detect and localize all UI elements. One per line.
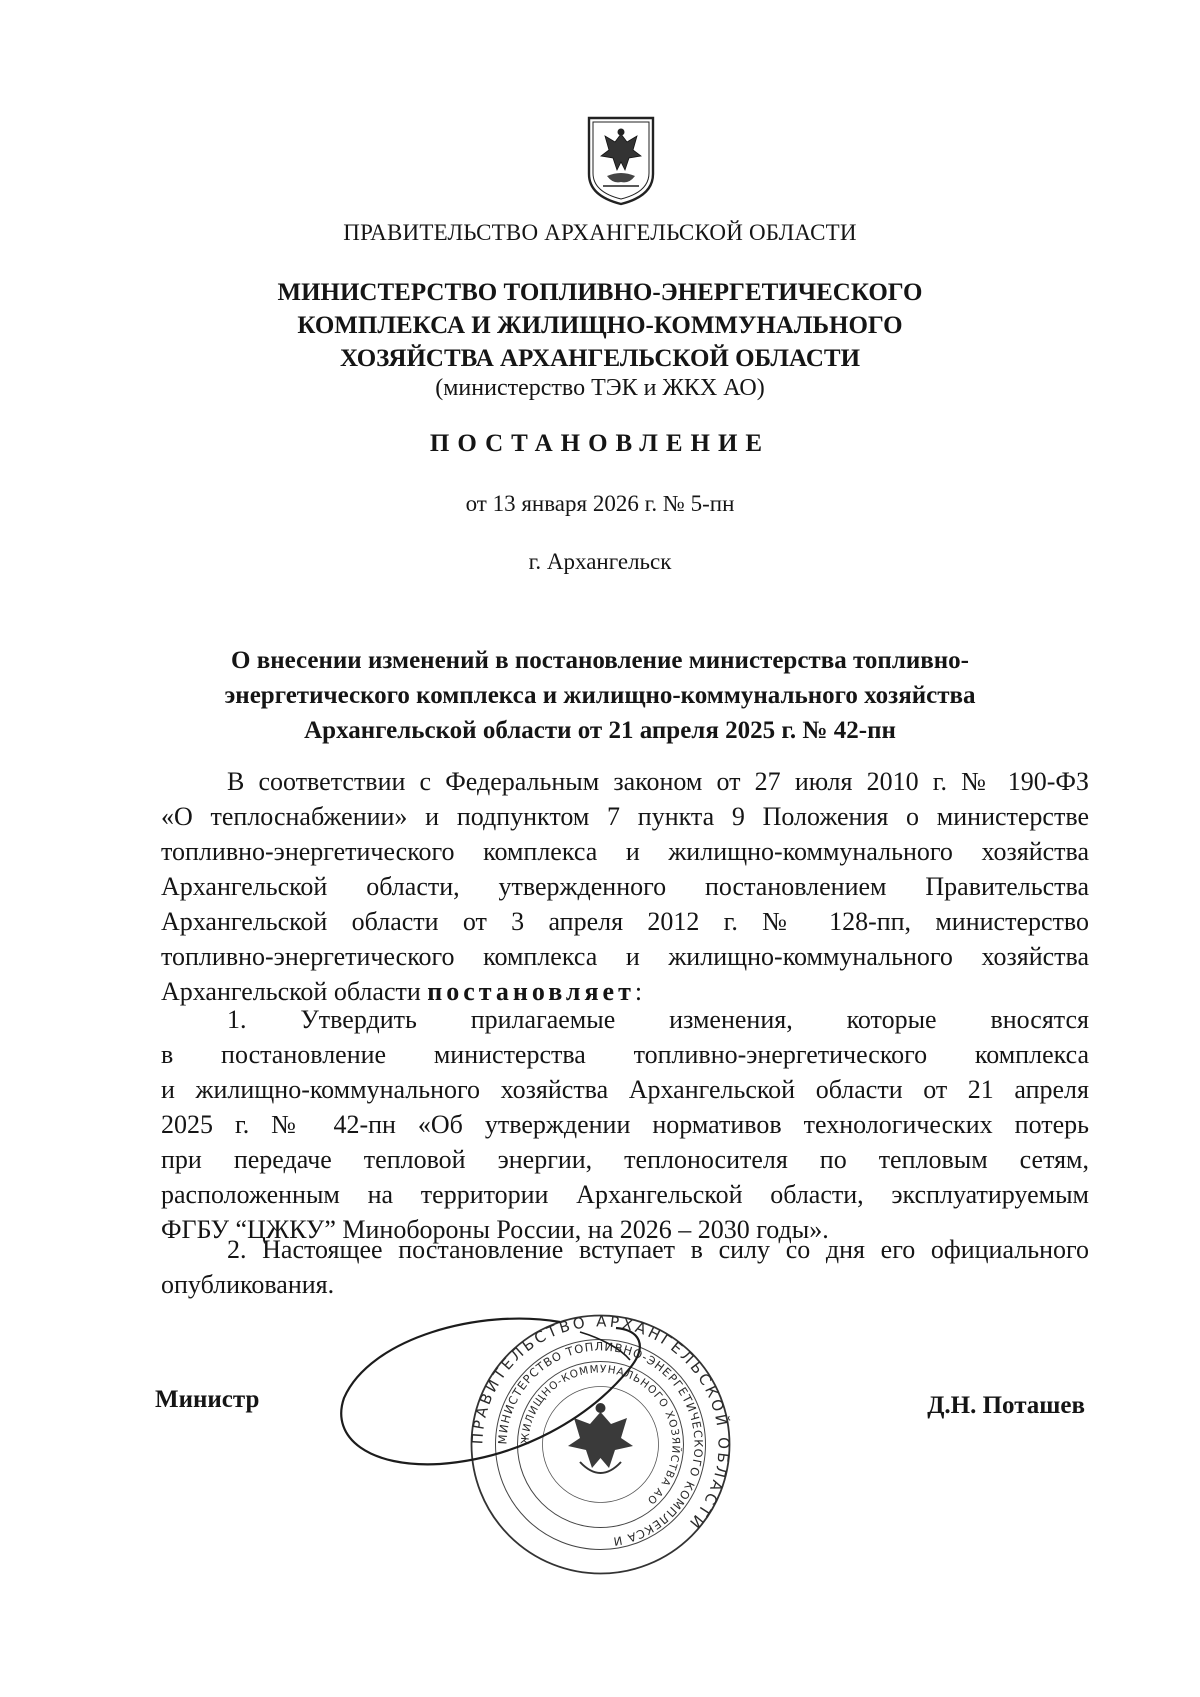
ministry-name (0, 276, 1200, 375)
preamble-paragraph (161, 764, 1089, 1009)
text-line: В соответствии с Федеральным законом от 27 июля 2010 г. № 190-ФЗ (227, 767, 1089, 796)
seal-outer-text: ПРАВИТЕЛЬСТВО АРХАНГЕЛЬСКОЙ ОБЛАСТИ (468, 1312, 733, 1534)
text-line: топливно-энергетического комплекса и жилищно-коммунального хозяйства (161, 942, 1089, 971)
text-line: «О теплоснабжении» и подпунктом 7 пункта 9 Положения о министерстве (161, 802, 1089, 831)
government-name: ПРАВИТЕЛЬСТВО АРХАНГЕЛЬСКОЙ ОБЛАСТИ (343, 220, 857, 245)
document-title (0, 643, 1200, 748)
text-fragment: : (634, 977, 643, 1006)
item-2-paragraph (161, 1232, 1089, 1302)
item-1-paragraph (161, 1002, 1089, 1247)
coat-of-arms-icon (585, 112, 657, 206)
document-date-number: от 13 января 2026 г. № 5-пн (465, 491, 735, 516)
text-line: расположенным на территории Архангельской области, эксплуатируемым (161, 1180, 1089, 1209)
seal-middle-text: МИНИСТЕРСТВО ТОПЛИВНО-ЭНЕРГЕТИЧЕСКОГО КОМПЛЕКСА И (495, 1339, 706, 1549)
text-line: в постановление министерства топливно-энергетического комплекса (161, 1040, 1089, 1069)
ministry-abbreviation: (министерство ТЭК и ЖКХ АО) (435, 375, 765, 401)
decree-keyword: постановляет (427, 977, 635, 1006)
title-line: О внесении изменений в постановление министерства топливно- (231, 647, 969, 674)
text-line: 2025 г. № 42-пн «Об утверждении нормативов технологических потерь (161, 1110, 1089, 1139)
text-line: топливно-энергетического комплекса и жилищно-коммунального хозяйства (161, 837, 1089, 866)
seal-inner-text: ЖИЛИЩНО-КОММУНАЛЬНОГО ХОЗЯЙСТВА АО (519, 1363, 682, 1507)
title-line: энергетического комплекса и жилищно-коммунального хозяйства (224, 682, 976, 709)
text-line: при передаче тепловой энергии, теплоносителя по тепловым сетям, (161, 1145, 1089, 1174)
signatory-role: Министр (155, 1386, 260, 1413)
text-line: 1. Утвердить прилагаемые изменения, которые вносятся (227, 1005, 1089, 1034)
document-type: ПОСТАНОВЛЕНИЕ (429, 430, 771, 457)
title-line: Архангельской области от 21 апреля 2025 г. № 42-пн (304, 717, 896, 744)
handwritten-signature-icon (330, 1308, 660, 1478)
signatory-name: Д.Н. Поташев (927, 1392, 1085, 1419)
text-fragment: Архангельской области (161, 977, 428, 1006)
document-city: г. Архангельск (528, 549, 672, 574)
text-line: Архангельской области от 3 апреля 2012 г. № 128-пп, министерство (161, 907, 1089, 936)
text-line: опубликования. (161, 1270, 335, 1299)
ministry-name-line: ХОЗЯЙСТВА АРХАНГЕЛЬСКОЙ ОБЛАСТИ (339, 345, 861, 372)
text-line: 2. Настоящее постановление вступает в силу со дня его официального (227, 1235, 1089, 1264)
text-line: и жилищно-коммунального хозяйства Архангельской области от 21 апреля (161, 1075, 1089, 1104)
text-line: ФГБУ “ЦЖКУ” Минобороны России, на 2026 – 2030 годы». (161, 1215, 829, 1244)
ministry-name-line: КОМПЛЕКСА И ЖИЛИЩНО-КОММУНАЛЬНОГО (297, 312, 903, 339)
text-line: Архангельской области, утвержденного постановлением Правительства (161, 872, 1089, 901)
ministry-name-line: МИНИСТЕРСТВО ТОПЛИВНО-ЭНЕРГЕТИЧЕСКОГО (277, 279, 923, 306)
